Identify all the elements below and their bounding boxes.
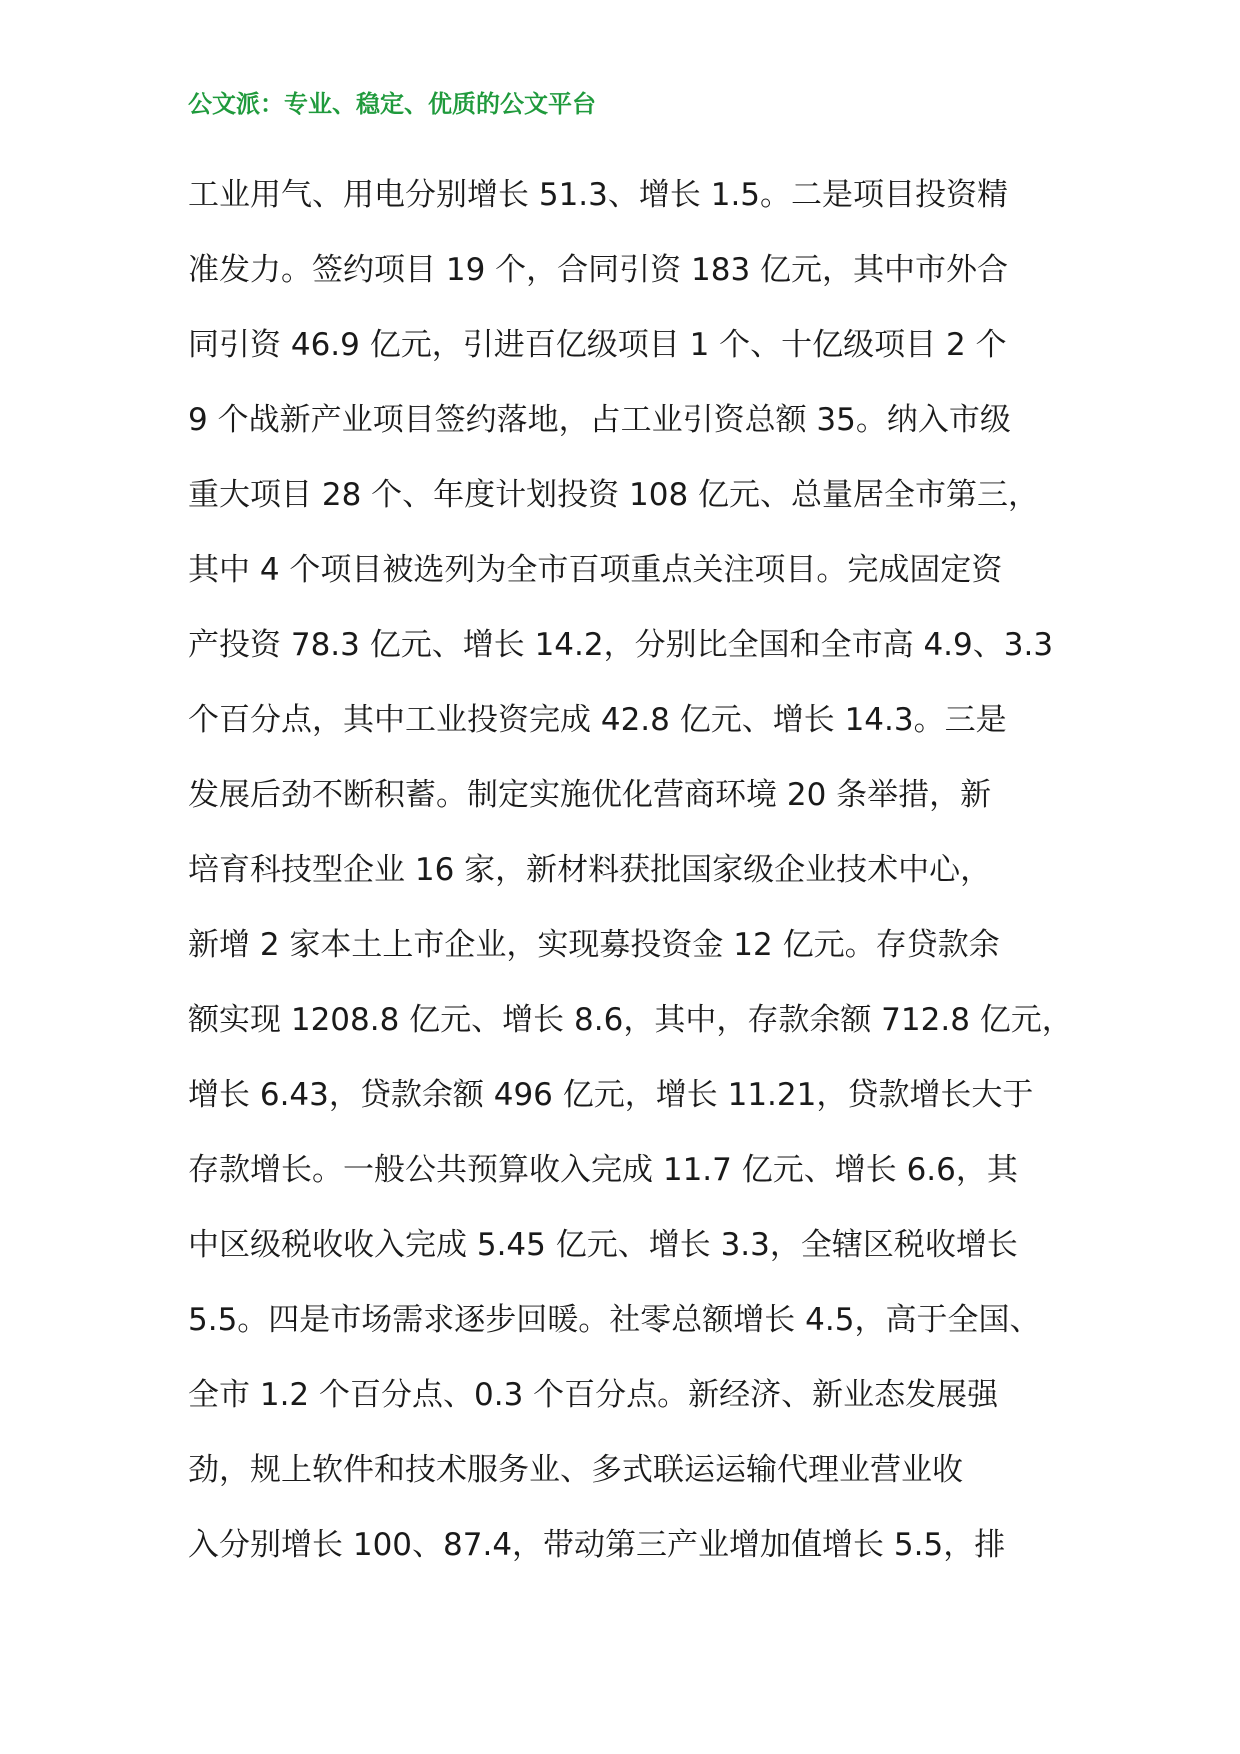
text-line: 9 个战新产业项目签约落地，占工业引资总额 35。纳入市级	[188, 402, 1011, 438]
text-line: 劲，规上软件和技术服务业、多式联运运输代理业营业收	[188, 1452, 963, 1488]
text-line: 工业用气、用电分别增长 51.3、增长 1.5。二是项目投资精	[188, 177, 1009, 213]
text-line: 额实现 1208.8 亿元、增长 8.6，其中，存款余额 712.8 亿元，	[188, 1002, 1073, 1038]
text-line: 新增 2 家本土上市企业，实现募投资金 12 亿元。存贷款余	[188, 927, 1000, 963]
text-line: 入分别增长 100、87.4，带动第三产业增加值增长 5.5，排	[188, 1527, 1006, 1563]
text-line: 个百分点，其中工业投资完成 42.8 亿元、增长 14.3。三是	[188, 702, 1007, 738]
text-line: 存款增长。一般公共预算收入完成 11.7 亿元、增长 6.6，其	[188, 1152, 1018, 1188]
text-line: 全市 1.2 个百分点、0.3 个百分点。新经济、新业态发展强	[188, 1377, 999, 1413]
body-text	[188, 170, 1088, 1595]
text-line: 发展后劲不断积蓄。制定实施优化营商环境 20 条举措，新	[188, 777, 992, 813]
text-line: 中区级税收收入完成 5.45 亿元、增长 3.3，全辖区税收增长	[188, 1227, 1018, 1263]
text-line: 产投资 78.3 亿元、增长 14.2，分别比全国和全市高 4.9、3.3	[188, 627, 1054, 663]
text-line: 5.5。四是市场需求逐步回暖。社零总额增长 4.5，高于全国、	[188, 1302, 1041, 1338]
text-line: 培育科技型企业 16 家，新材料获批国家级企业技术中心，	[188, 852, 992, 888]
page-header-title: 公文派：专业、稳定、优质的公文平台	[188, 90, 596, 118]
text-line: 增长 6.43，贷款余额 496 亿元，增长 11.21，贷款增长大于	[188, 1077, 1034, 1113]
text-line: 重大项目 28 个、年度计划投资 108 亿元、总量居全市第三，	[188, 477, 1040, 513]
text-line: 其中 4 个项目被选列为全市百项重点关注项目。完成固定资	[188, 552, 1003, 588]
text-line: 同引资 46.9 亿元，引进百亿级项目 1 个、十亿级项目 2 个	[188, 327, 1007, 363]
text-line: 准发力。签约项目 19 个，合同引资 183 亿元，其中市外合	[188, 252, 1009, 288]
